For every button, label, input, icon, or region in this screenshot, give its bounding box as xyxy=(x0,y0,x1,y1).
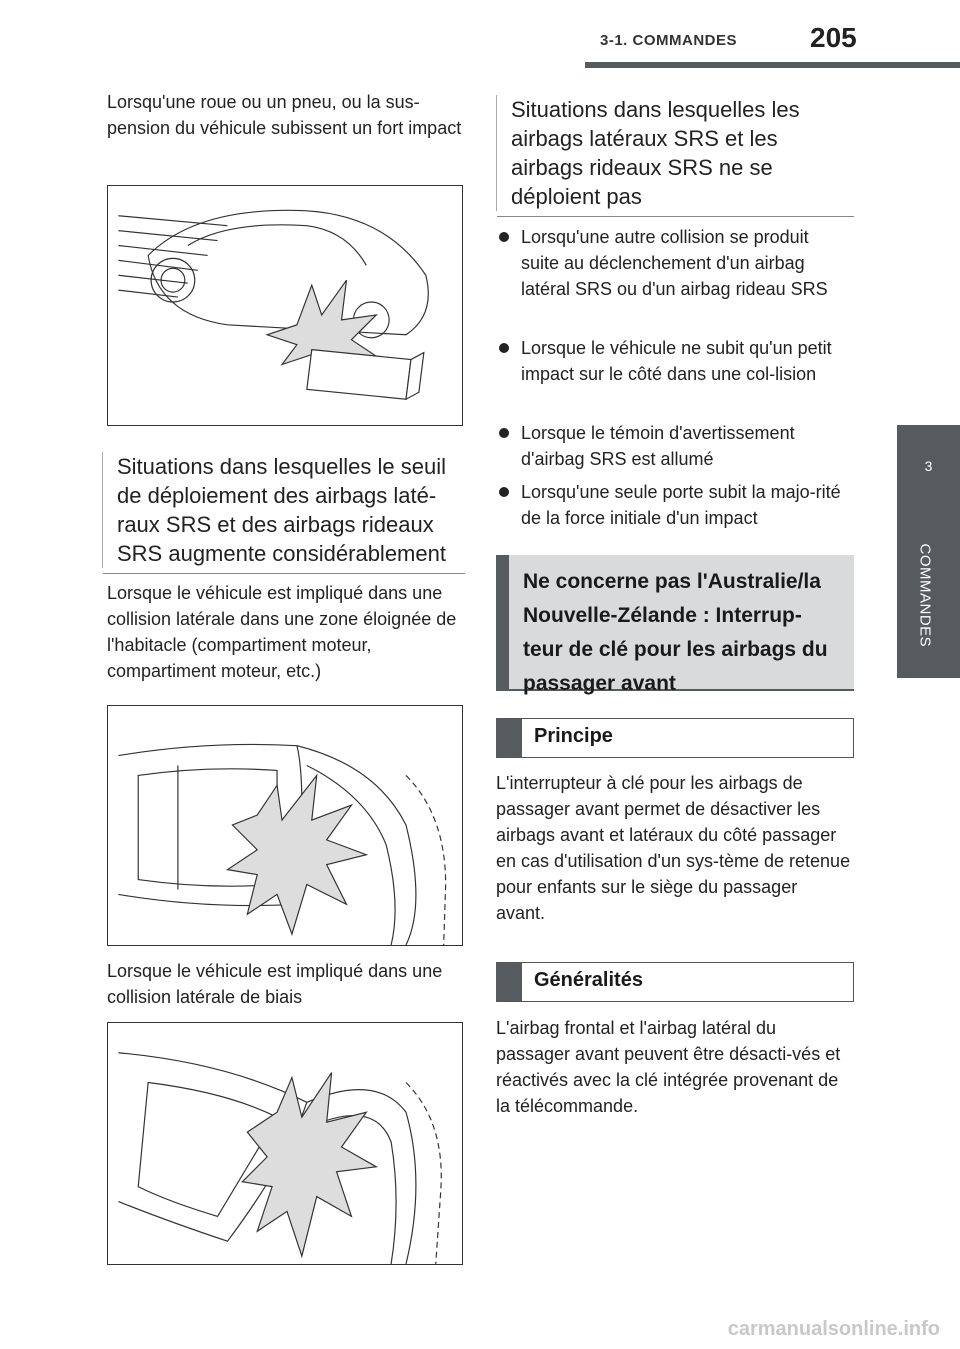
bullet-text: Lorsque le témoin d'avertissement d'airbag SRS est allumé xyxy=(521,423,795,469)
heading-threshold-text: Situations dans lesquelles le seuil de déploiement des airbags laté-raux SRS et des airbags rideaux SRS augmente considérablement xyxy=(117,454,446,566)
bullet-text: Lorsque le véhicule ne subit qu'un petit impact sur le côté dans une col-lision xyxy=(521,338,832,384)
bullet-item xyxy=(521,224,851,302)
heading-rule xyxy=(497,216,854,217)
para-principe: L'interrupteur à clé pour les airbags de passager avant permet de désactiver les airbags avant et latéraux du côté passager en cas d'utilisation d'un sys-tème de retenue pour enfants sur le siège du passager avant. xyxy=(496,773,851,923)
bullet-text: Lorsqu'une seule porte subit la majo-rité de la force initiale d'un impact xyxy=(521,482,841,528)
figure-wheel-impact xyxy=(107,185,463,426)
bullet-text: Lorsqu'une autre collision se produit suite au déclenchement d'un airbag latéral SRS ou d'un airbag rideau SRS xyxy=(521,227,828,299)
section-heading-key-switch: Ne concerne pas l'Australie/la Nouvelle-Zélande : Interrup-teur de clé pour les airbags du passager avant xyxy=(496,555,854,691)
para-remote-collision: Lorsque le véhicule est impliqué dans une collision latérale dans une zone éloignée de l'habitacle (compartiment moteur, compartiment moteur, etc.) xyxy=(107,583,457,681)
car-oblique-collision-illustration xyxy=(108,1023,462,1264)
chapter-tab: 3 xyxy=(897,425,960,508)
para-generalites: L'airbag frontal et l'airbag latéral du passager avant peuvent être désacti-vés et réactivés avec la clé intégrée provenant de la télécommande. xyxy=(496,1018,841,1116)
section-title: 3-1. COMMANDES xyxy=(600,32,738,49)
bullet-icon xyxy=(499,232,509,242)
subheading-principe: Principe xyxy=(496,718,854,758)
bullet-icon xyxy=(499,343,509,353)
bullet-item xyxy=(521,420,851,472)
heading-rule xyxy=(103,573,465,574)
heading-no-deploy-text: Situations dans lesquelles les airbags latéraux SRS et les airbags rideaux SRS ne se déploient pas xyxy=(511,97,800,209)
figure-oblique-collision xyxy=(107,1022,463,1265)
car-wheel-impact-illustration xyxy=(108,186,462,425)
chapter-label: COMMANDES xyxy=(916,543,934,648)
bullet-icon xyxy=(499,487,509,497)
header-rule xyxy=(585,62,960,68)
bullet-item xyxy=(521,335,851,387)
para-oblique-collision: Lorsque le véhicule est impliqué dans une collision latérale de biais xyxy=(107,961,443,1007)
figure-remote-collision xyxy=(107,705,463,946)
car-top-collision-illustration xyxy=(108,706,462,945)
heading-threshold-increase xyxy=(102,452,465,568)
watermark: carmanualsonline.info xyxy=(727,1318,940,1340)
bullet-item xyxy=(521,479,851,531)
page-number: 205 xyxy=(810,22,857,53)
heading-no-deploy xyxy=(496,95,854,211)
bullet-icon xyxy=(499,428,509,438)
intro-text: Lorsqu'une roue ou un pneu, ou la sus-pension du véhicule subissent un fort impact xyxy=(107,92,462,138)
subheading-generalites: Généralités xyxy=(496,962,854,1002)
